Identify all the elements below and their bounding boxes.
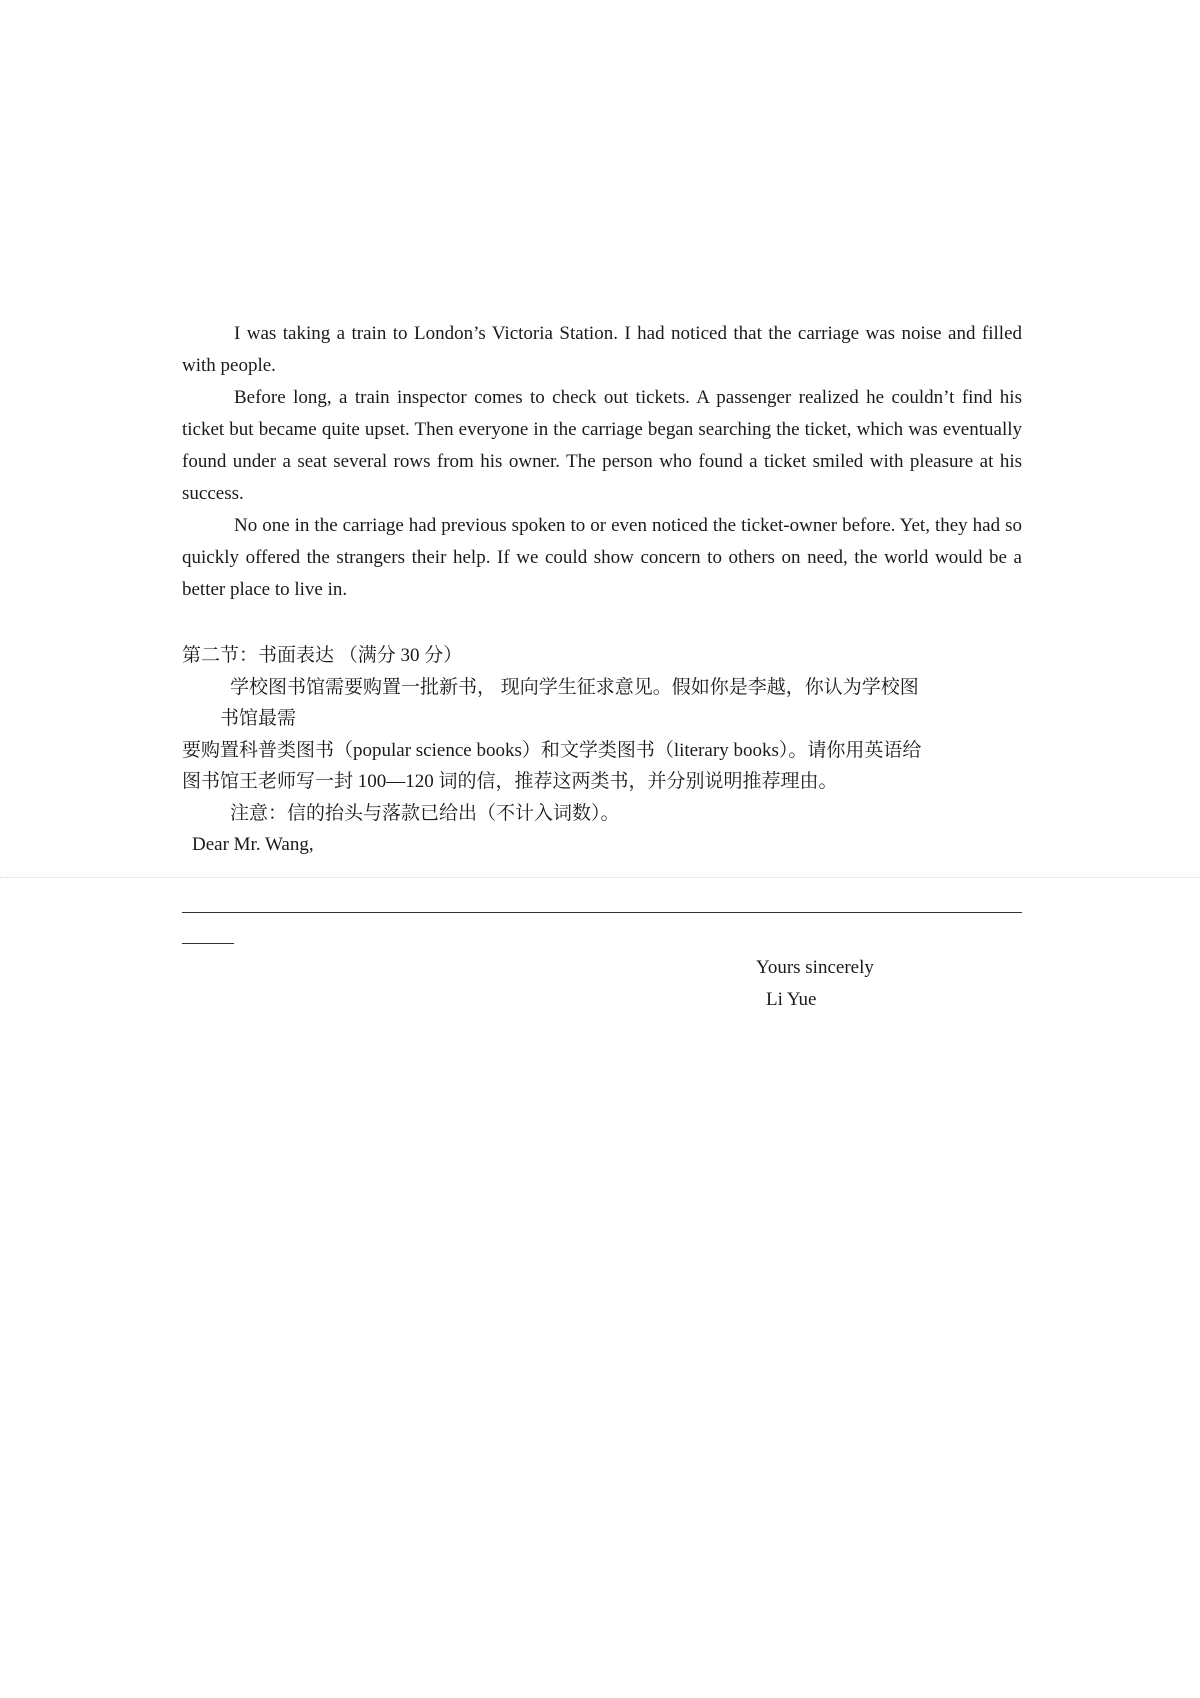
- prompt-line-3: 要购置科普类图书（popular science books）和文学类图书（literary books）。请你用英语给: [182, 739, 922, 761]
- answer-writing-line-end: [182, 943, 234, 944]
- page-divider: [0, 877, 1200, 878]
- section-heading: 第二节：书面表达 （满分 30 分）: [182, 645, 463, 666]
- passage-paragraph-1: I was taking a train to London’s Victoria Station. I had noticed that the carriage was noise and filled with people.: [182, 323, 1022, 376]
- passage-paragraph-3: No one in the carriage had previous spoken to or even noticed the ticket-owner before. Yet, they had so quickly offered the strangers their help. If we could show concern to others on need, the world would be a better place to live in.: [182, 515, 1022, 600]
- writing-section: [182, 640, 1022, 861]
- letter-valediction: Yours sincerely: [756, 957, 874, 978]
- prompt-line-4: 图书馆王老师写一封 100—120 词的信，推荐这两类书，并分别说明推荐理由。: [182, 771, 838, 792]
- passage-paragraph-2: Before long, a train inspector comes to check out tickets. A passenger realized he couldn’t find his ticket but became quite upset. Then everyone in the carriage began searching the ticket, which was eventually found under a seat several rows from his owner. The person who found a ticket smiled with pleasure at his success.: [182, 387, 1022, 504]
- error-correction-passage: [182, 318, 1022, 606]
- answer-writing-line: [182, 912, 1022, 913]
- letter-closing: [756, 952, 874, 1016]
- prompt-line-1: 学校图书馆需要购置一批新书， 现向学生征求意见。假如你是李越，你认为学校图: [230, 676, 919, 698]
- prompt-line-2: 书馆最需: [220, 708, 297, 729]
- writing-note: 注意：信的抬头与落款已给出（不计入词数）。: [230, 802, 620, 824]
- letter-signature: Li Yue: [766, 989, 817, 1010]
- letter-salutation: Dear Mr. Wang,: [192, 834, 314, 855]
